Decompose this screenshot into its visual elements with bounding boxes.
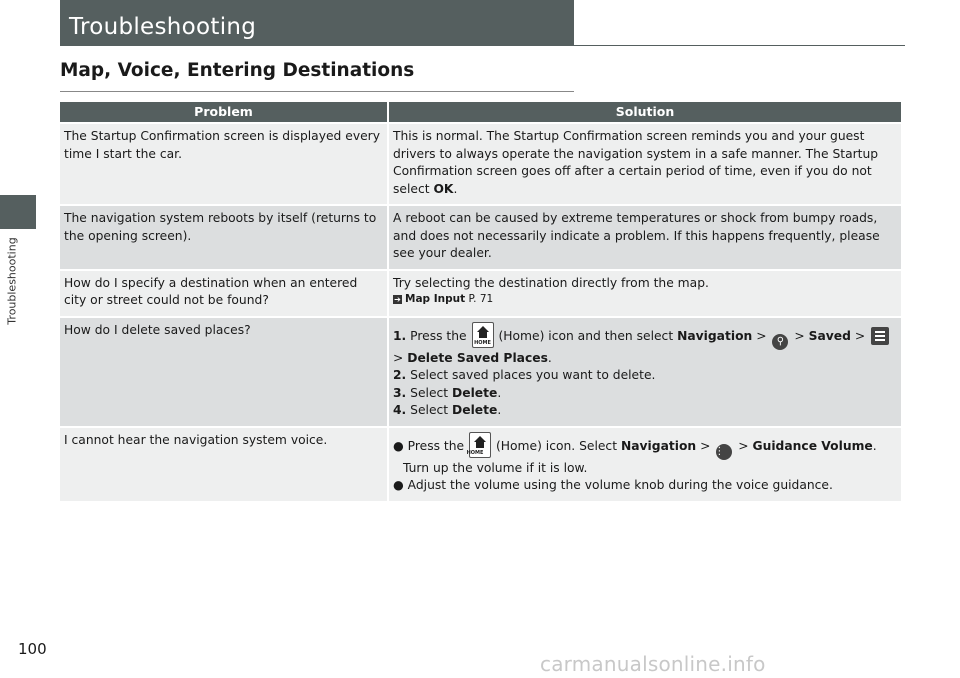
ok-label: OK bbox=[433, 181, 454, 196]
solution-text: Try selecting the destination directly from the map. bbox=[393, 275, 709, 290]
table-row bbox=[60, 205, 901, 270]
separator: > bbox=[700, 438, 711, 453]
navigation-label: Navigation bbox=[620, 438, 697, 453]
column-header-problem: Problem bbox=[60, 102, 388, 123]
info-icon: ⋮ bbox=[716, 444, 732, 460]
period: . bbox=[547, 350, 552, 365]
side-tab-marker bbox=[0, 195, 36, 229]
step-number: 1. bbox=[393, 328, 407, 343]
step-3 bbox=[393, 385, 896, 403]
page-title: Troubleshooting bbox=[69, 14, 257, 40]
problem-cell: How do I delete saved places? bbox=[60, 317, 388, 427]
problem-cell: The navigation system reboots by itself (returns to the opening screen). bbox=[60, 205, 388, 270]
step-text: (Home) icon and then select bbox=[498, 328, 674, 343]
solution-cell: A reboot can be caused by extreme temperatures or shock from bumpy roads, and does not necessarily indicate a problem. If this happens frequently, please see your dealer. bbox=[388, 205, 901, 270]
separator: > bbox=[738, 438, 749, 453]
title-rule bbox=[574, 45, 905, 46]
step-1 bbox=[393, 322, 896, 368]
bullet-1 bbox=[393, 432, 896, 478]
table-row bbox=[60, 270, 901, 317]
home-icon-label: HOME bbox=[474, 339, 491, 346]
step-2 bbox=[393, 367, 896, 385]
step-text: Press the bbox=[410, 328, 467, 343]
guidance-volume-label: Guidance Volume bbox=[752, 438, 873, 453]
step-number: 2. bbox=[393, 368, 407, 382]
period: . bbox=[497, 385, 502, 400]
home-icon bbox=[466, 432, 491, 458]
period: . bbox=[872, 438, 877, 453]
troubleshooting-table bbox=[60, 102, 901, 501]
problem-cell: The Startup Confirmation screen is displayed every time I start the car. bbox=[60, 123, 388, 205]
step-number: 3. bbox=[393, 385, 407, 400]
table-row bbox=[60, 427, 901, 501]
separator: > bbox=[794, 328, 805, 343]
solution-cell bbox=[388, 123, 901, 205]
xref-page: P. 71 bbox=[468, 293, 494, 305]
separator: > bbox=[393, 350, 404, 365]
step-4 bbox=[393, 402, 896, 420]
bullet-dot: ● bbox=[393, 438, 404, 453]
cross-reference-link[interactable] bbox=[393, 292, 896, 306]
delete-label: Delete bbox=[452, 403, 498, 417]
navigation-label: Navigation bbox=[677, 328, 753, 343]
menu-icon bbox=[871, 327, 889, 345]
bullet-dot: ● bbox=[393, 478, 404, 492]
home-icon-label: HOME bbox=[466, 449, 484, 456]
step-number: 4. bbox=[393, 403, 407, 417]
table-header-row bbox=[60, 102, 901, 123]
page-number: 100 bbox=[18, 640, 47, 658]
column-header-solution: Solution bbox=[388, 102, 901, 123]
section-heading: Map, Voice, Entering Destinations bbox=[60, 60, 415, 81]
table-row bbox=[60, 317, 901, 427]
solution-cell bbox=[388, 427, 901, 501]
xref-arrow-icon: ➔ bbox=[394, 295, 401, 304]
search-icon: ⚲ bbox=[772, 334, 788, 350]
delete-label: Delete bbox=[452, 385, 498, 400]
problem-cell: I cannot hear the navigation system voice. bbox=[60, 427, 388, 501]
solution-cell bbox=[388, 270, 901, 317]
separator: > bbox=[854, 328, 866, 343]
bullet-text: Adjust the volume using the volume knob during the voice guidance. bbox=[407, 478, 833, 492]
section-rule bbox=[60, 91, 574, 92]
problem-cell: How do I specify a destination when an entered city or street could not be found? bbox=[60, 270, 388, 317]
bullet-text: (Home) icon. Select bbox=[495, 438, 618, 453]
table-row bbox=[60, 123, 901, 205]
step-text: Select bbox=[410, 385, 449, 400]
solution-cell bbox=[388, 317, 901, 427]
side-section-label: Troubleshooting bbox=[5, 237, 19, 325]
bullet-text: Press the bbox=[407, 438, 465, 453]
solution-text: This is normal. The Startup Confirmation screen reminds you and your guest drivers to always operate the navigation system in a safe manner. The Startup Confirmation screen goes off after a certain period of time, even if you do not select bbox=[393, 129, 879, 196]
home-icon bbox=[472, 322, 494, 348]
delete-saved-places-label: Delete Saved Places bbox=[407, 350, 548, 365]
saved-label: Saved bbox=[808, 328, 851, 343]
xref-label: Map Input bbox=[405, 293, 466, 305]
bullet-2 bbox=[393, 477, 896, 495]
period: . bbox=[453, 181, 458, 196]
watermark: carmanualsonline.info bbox=[540, 652, 766, 676]
step-text: Select bbox=[410, 403, 449, 417]
step-text: Select saved places you want to delete. bbox=[410, 368, 656, 382]
period: . bbox=[497, 403, 502, 417]
bullet-text: Turn up the volume if it is low. bbox=[403, 460, 588, 475]
separator: > bbox=[756, 328, 767, 343]
